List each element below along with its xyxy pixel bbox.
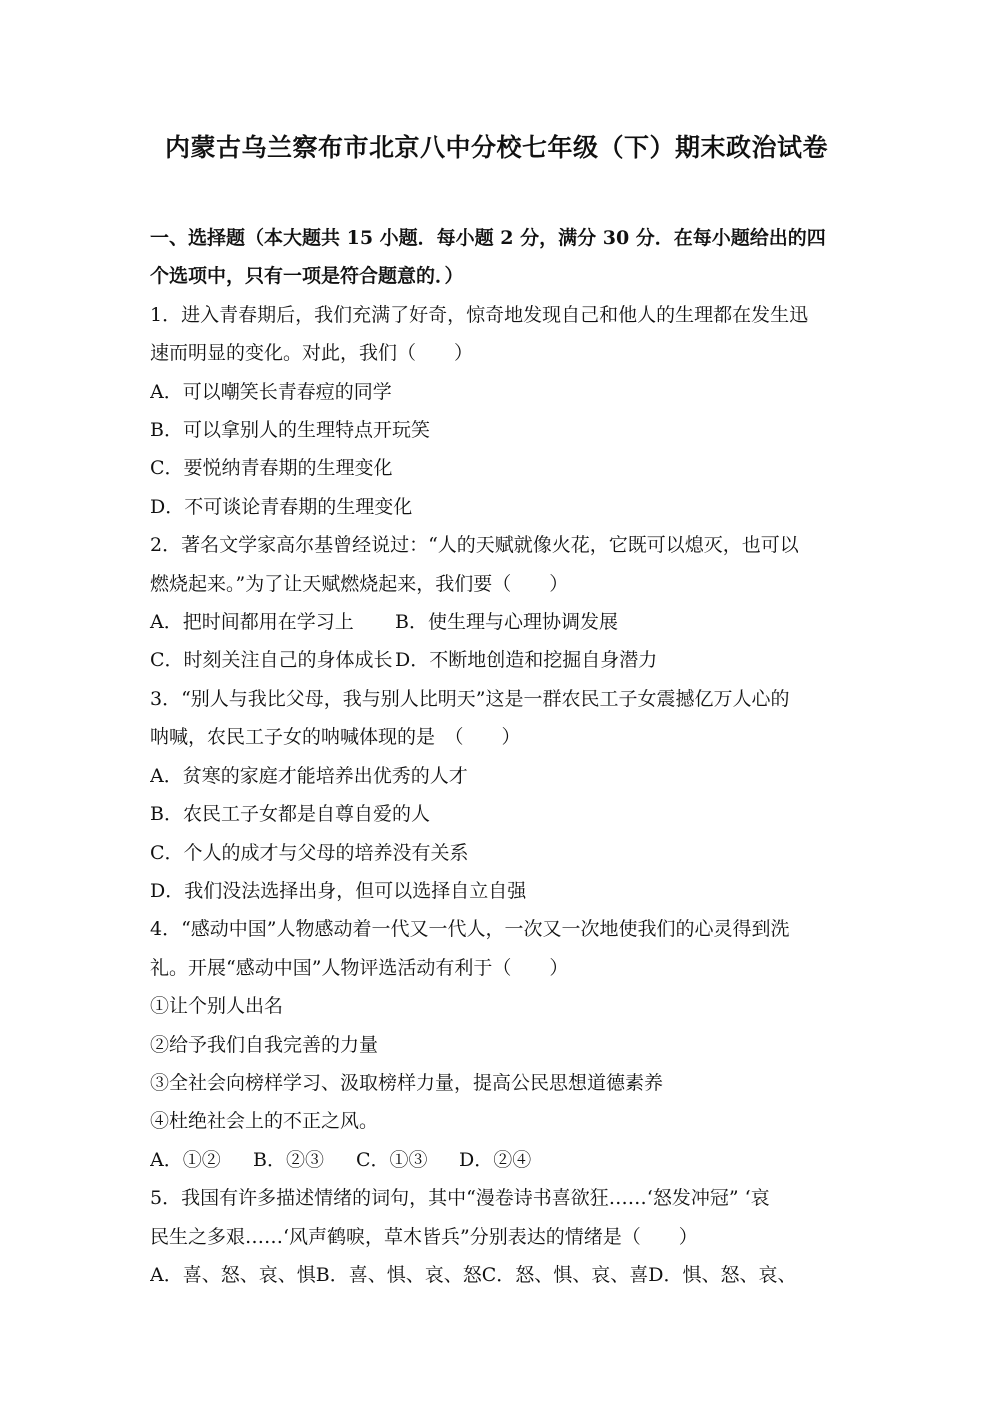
option-c: C．时刻关注自己的身体成长 — [150, 649, 393, 672]
option-d: D．②④ — [459, 1148, 532, 1171]
question-stem-line: 1．进入青春期后，我们充满了好奇，惊奇地发现自己和他人的生理都在发生迅 — [150, 303, 809, 326]
question-3 — [150, 680, 845, 910]
option-a: A．可以嘲笑长青春痘的同学 — [150, 380, 392, 403]
exam-body — [150, 219, 845, 1294]
question-stem-line: 民生之多艰……‘风声鹤唳，草木皆兵”分别表达的情绪是（ ） — [150, 1225, 698, 1248]
question-2 — [150, 526, 845, 680]
question-4 — [150, 910, 845, 1179]
question-stem-line: 燃烧起来。”为了让天赋燃烧起来，我们要（ ） — [150, 572, 569, 595]
question-stem-line: 呐喊，农民工子女的呐喊体现的是 （ ） — [150, 726, 521, 749]
option-a: A．贫寒的家庭才能培养出优秀的人才 — [150, 764, 468, 787]
option-row — [150, 641, 845, 679]
section-heading-line-1: 一、选择题（本大题共 15 小题．每小题 2 分，满分 30 分．在每小题给出的四 — [150, 227, 826, 249]
statement-4: ④杜绝社会上的不正之风。 — [150, 1110, 379, 1133]
statement-2: ②给予我们自我完善的力量 — [150, 1033, 379, 1056]
question-5 — [150, 1179, 845, 1294]
option-b: B．可以拿别人的生理特点开玩笑 — [150, 419, 430, 442]
option-d: D．惧、怒、哀、 — [648, 1263, 797, 1286]
question-1 — [150, 296, 845, 526]
question-stem-line: 4．“感动中国”人物感动着一代又一代人，一次又一次地使我们的心灵得到洗 — [150, 918, 790, 941]
option-d: D．我们没法选择出身，但可以选择自立自强 — [150, 879, 527, 902]
question-stem-line: 2．著名文学家高尔基曾经说过：“人的天赋就像火花，它既可以熄灭，也可以 — [150, 534, 799, 557]
section-heading-line-2: 个选项中，只有一项是符合题意的．） — [150, 265, 464, 288]
option-b: B．喜、惧、哀、怒 — [315, 1263, 482, 1286]
option-b: B．使生理与心理协调发展 — [395, 611, 618, 634]
question-stem-line: 5．我国有许多描述情绪的词句，其中“漫卷诗书喜欲狂……‘怒发冲冠” ‘哀 — [150, 1187, 770, 1210]
question-stem-line: 速而明显的变化。对此，我们（ ） — [150, 342, 474, 365]
option-b: B．②③ — [253, 1148, 324, 1171]
question-stem-line: 礼。开展“感动中国”人物评选活动有利于（ ） — [150, 956, 569, 979]
option-c: C．要悦纳青春期的生理变化 — [150, 457, 393, 480]
option-row — [150, 603, 845, 641]
option-d: D．不断地创造和挖掘自身潜力 — [395, 649, 658, 672]
question-stem-line: 3．“别人与我比父母，我与别人比明天”这是一群农民工子女震撼亿万人心的 — [150, 687, 790, 710]
option-a: A．把时间都用在学习上 — [150, 611, 354, 634]
option-c: C．个人的成才与父母的培养没有关系 — [150, 841, 469, 864]
option-c: C．①③ — [356, 1148, 428, 1171]
option-row — [150, 1256, 845, 1294]
statement-3: ③全社会向榜样学习、汲取榜样力量，提高公民思想道德素养 — [150, 1071, 664, 1094]
option-b: B．农民工子女都是自尊自爱的人 — [150, 803, 430, 826]
option-d: D．不可谈论青春期的生理变化 — [150, 495, 413, 518]
option-a: A．喜、怒、哀、惧 — [150, 1263, 316, 1286]
option-row — [150, 1141, 845, 1179]
page-title: 内蒙古乌兰察布市北京八中分校七年级（下）期末政治试卷 — [164, 133, 828, 162]
statement-1: ①让个别人出名 — [150, 995, 284, 1018]
option-a: A．①② — [150, 1148, 221, 1171]
option-c: C．怒、惧、哀、喜 — [481, 1263, 649, 1286]
